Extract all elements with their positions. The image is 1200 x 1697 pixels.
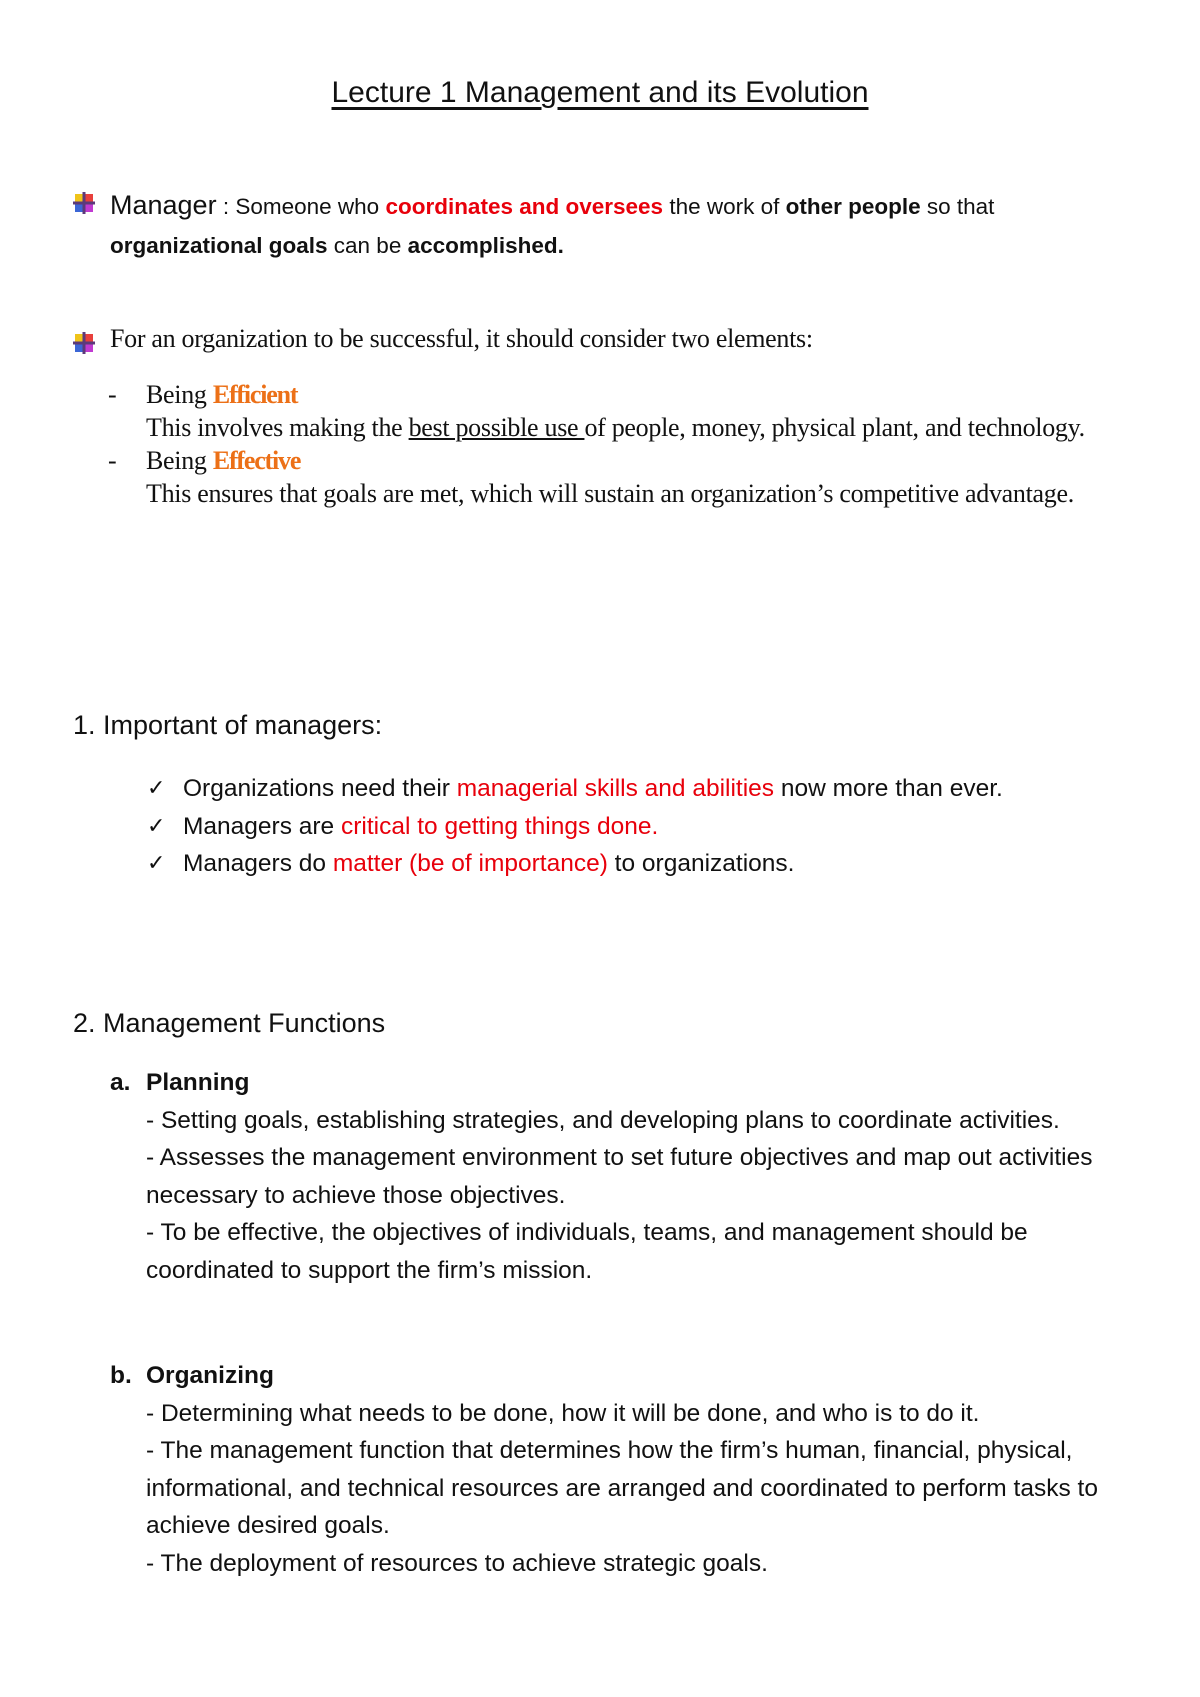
section-heading — [73, 710, 382, 741]
body-line: - Determining what needs to be done, how it will be done, and who is to do it. — [146, 1399, 980, 1427]
body-line: - The deployment of resources to achieve strategic goals. — [146, 1549, 768, 1577]
body-line: - Setting goals, establishing strategies, and developing plans to coordinate activities. — [146, 1106, 1060, 1134]
item-text: to organizations. — [607, 850, 795, 877]
four-color-cross-bullet-icon — [73, 192, 95, 214]
checkmark-icon: ✓ — [147, 851, 166, 876]
subsection-title: Organizing — [146, 1362, 274, 1389]
item-description: of people, money, physical plant, and technology. — [584, 413, 1085, 442]
dash-marker: - — [108, 446, 117, 475]
success-elements-list — [108, 378, 1108, 510]
underlined-phrase: best possible use — [408, 413, 585, 442]
organizing-subsection — [110, 1357, 1140, 1582]
item-text: now more than ever. — [774, 775, 1003, 802]
definition-text: can be — [327, 233, 408, 258]
success-intro: For an organization to be successful, it should consider two elements: — [110, 324, 813, 353]
bold-other-people: other people — [785, 194, 921, 219]
definition-text: : Someone who — [216, 194, 386, 219]
subsection-heading — [110, 1064, 1140, 1102]
item-description: This ensures that goals are met, which will sustain an organization’s competitive advantage. — [146, 479, 1074, 508]
bold-organizational-goals: organizational goals — [110, 233, 328, 258]
checklist — [147, 770, 1003, 883]
list-item — [147, 845, 1003, 883]
heading-colon: : — [374, 710, 383, 740]
item-prefix: Being — [146, 446, 213, 475]
page-title: Lecture 1 Management and its Evolution — [331, 76, 869, 109]
list-item — [108, 444, 1108, 510]
list-item — [147, 770, 1003, 808]
highlight-text: managerial skills and abilities — [456, 775, 775, 802]
planning-subsection — [110, 1064, 1140, 1289]
manager-term: Manager — [110, 190, 217, 220]
item-text: Organizations need their — [183, 775, 457, 802]
body-line: - The management function that determines how the firm’s human, financial, physical, informational, and technical resources are arranged and coordinated to perform tasks to achieve desired goals. — [146, 1437, 1098, 1539]
subsection-body — [110, 1102, 1140, 1290]
term-efficient: Efficient — [212, 380, 298, 409]
subsection-letter: a. — [110, 1069, 131, 1096]
checkmark-icon: ✓ — [147, 813, 166, 839]
item-text: Managers do — [183, 850, 333, 877]
item-text: Managers are — [183, 812, 341, 840]
term-effective: Effective — [212, 446, 301, 475]
highlight-text: critical to getting things done. — [340, 812, 659, 840]
subsection-body — [110, 1395, 1140, 1583]
manager-definition — [110, 186, 1120, 265]
subsection-letter: b. — [110, 1362, 132, 1389]
subsection-heading — [110, 1357, 1140, 1395]
highlight-text: matter (be of importance) — [332, 850, 608, 877]
definition-text: the work of — [663, 194, 786, 219]
item-prefix: Being — [146, 380, 213, 409]
section-heading: 2. Management Functions — [73, 1008, 386, 1038]
bold-accomplished: accomplished. — [407, 233, 564, 258]
body-line: - Assesses the management environment to set future objectives and map out activities necessary to achieve those objectives. — [146, 1144, 1093, 1209]
dash-marker: - — [108, 380, 117, 409]
checkmark-icon: ✓ — [147, 776, 166, 801]
subsection-title: Planning — [146, 1069, 250, 1096]
heading-text: 1. Important of managers — [73, 710, 375, 740]
list-item — [147, 808, 1003, 846]
four-color-cross-bullet-icon — [73, 332, 95, 354]
item-description: This involves making the — [146, 413, 409, 442]
list-item — [108, 378, 1108, 444]
body-line: - To be effective, the objectives of individuals, teams, and management should be coordinated to support the firm’s mission. — [146, 1219, 1028, 1284]
highlight-coordinates: coordinates and oversees — [385, 194, 664, 219]
definition-text: so that — [920, 194, 995, 219]
